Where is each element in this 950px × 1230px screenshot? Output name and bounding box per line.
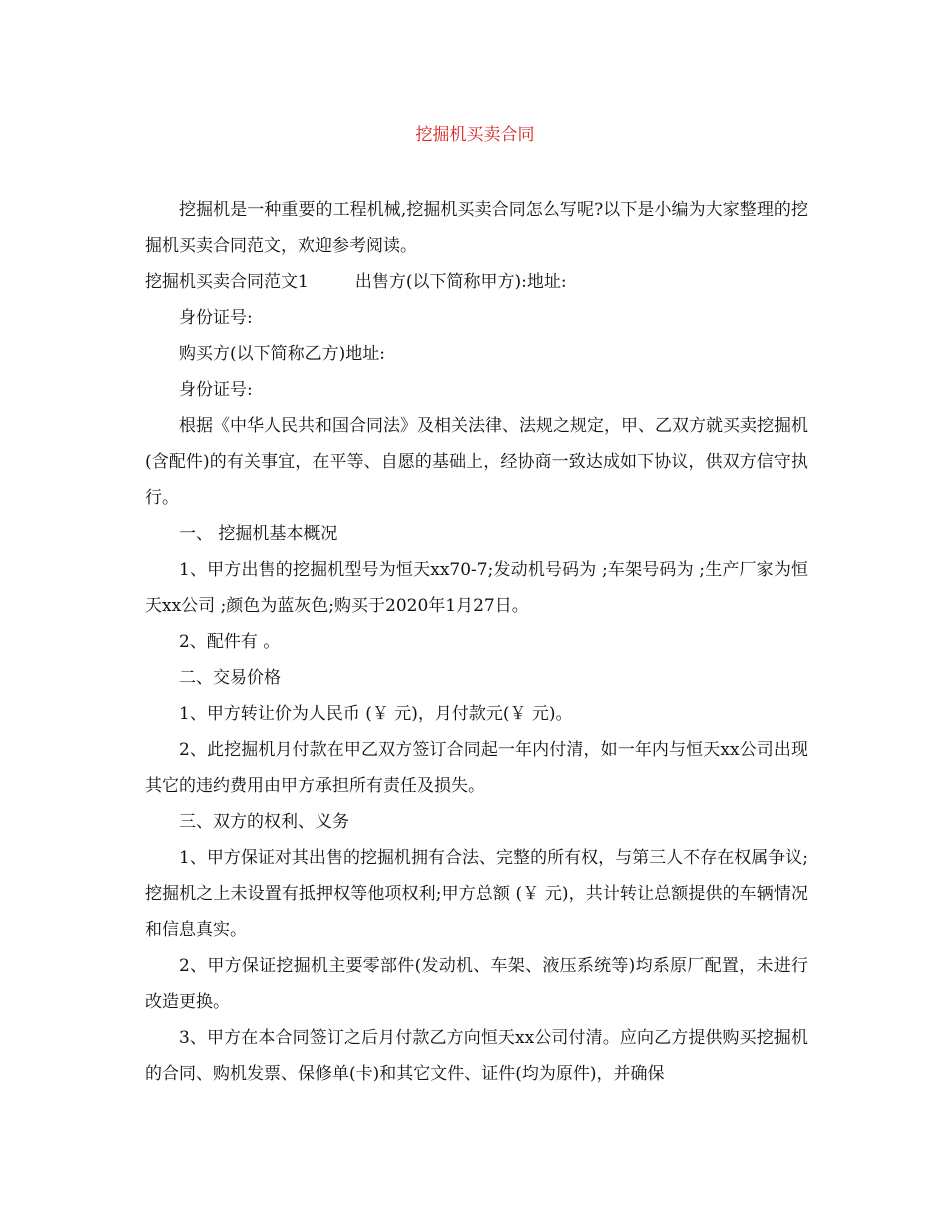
section-heading-rights: 三、双方的权利、义务 (179, 812, 349, 832)
overview-clause-2: 2、配件有 。 (179, 632, 281, 652)
seller-id-label: 身份证号: (179, 308, 253, 328)
buyer-address-label: 购买方(以下简称乙方)地址: (179, 344, 385, 364)
section-heading-overview: 一、 挖掘机基本概况 (179, 524, 338, 544)
sample-title: 挖掘机买卖合同范文1 (145, 272, 309, 292)
rights-clause-2: 2、甲方保证挖掘机主要零部件(发动机、车架、液压系统等)均系原厂配置，未进行改造更换。 (145, 956, 808, 1012)
buyer-id-label: 身份证号: (179, 380, 253, 400)
document-title: 挖掘机买卖合同 (415, 125, 535, 145)
document-body (145, 192, 808, 1092)
intro-paragraph: 挖掘机是一种重要的工程机械,挖掘机买卖合同怎么写呢?以下是小编为大家整理的挖掘机买卖合同范文，欢迎参考阅读。 (145, 200, 808, 256)
rights-clause-3: 3、甲方在本合同签订之后月付款乙方向恒天xx公司付清。应向乙方提供购买挖掘机的合同、购机发票、保修单(卡)和其它文件、证件(均为原件)，并确保 (145, 1028, 808, 1084)
preamble-paragraph: 根据《中华人民共和国合同法》及相关法律、法规之规定，甲、乙双方就买卖挖掘机(含配件)的有关事宜，在平等、自愿的基础上，经协商一致达成如下协议，供双方信守执行。 (145, 416, 808, 508)
section-heading-price: 二、交易价格 (179, 668, 281, 688)
price-clause-1: 1、甲方转让价为人民币 (￥ 元)，月付款元(￥ 元)。 (179, 704, 573, 724)
overview-clause-1: 1、甲方出售的挖掘机型号为恒天xx70-7;发动机号码为 ;车架号码为 ;生产厂家为恒天xx公司 ;颜色为蓝灰色;购买于2020年1月27日。 (145, 560, 808, 616)
seller-address-label: 出售方(以下简称甲方):地址: (354, 272, 567, 292)
sample-heading-line (145, 264, 808, 300)
rights-clause-1: 1、甲方保证对其出售的挖掘机拥有合法、完整的所有权，与第三人不存在权属争议;挖掘机之上未设置有抵押权等他项权利;甲方总额 (￥ 元)，共计转让总额提供的车辆情况和信息真实。 (145, 848, 808, 940)
price-clause-2: 2、此挖掘机月付款在甲乙双方签订合同起一年内付清，如一年内与恒天xx公司出现其它的违约费用由甲方承担所有责任及损失。 (145, 740, 808, 796)
